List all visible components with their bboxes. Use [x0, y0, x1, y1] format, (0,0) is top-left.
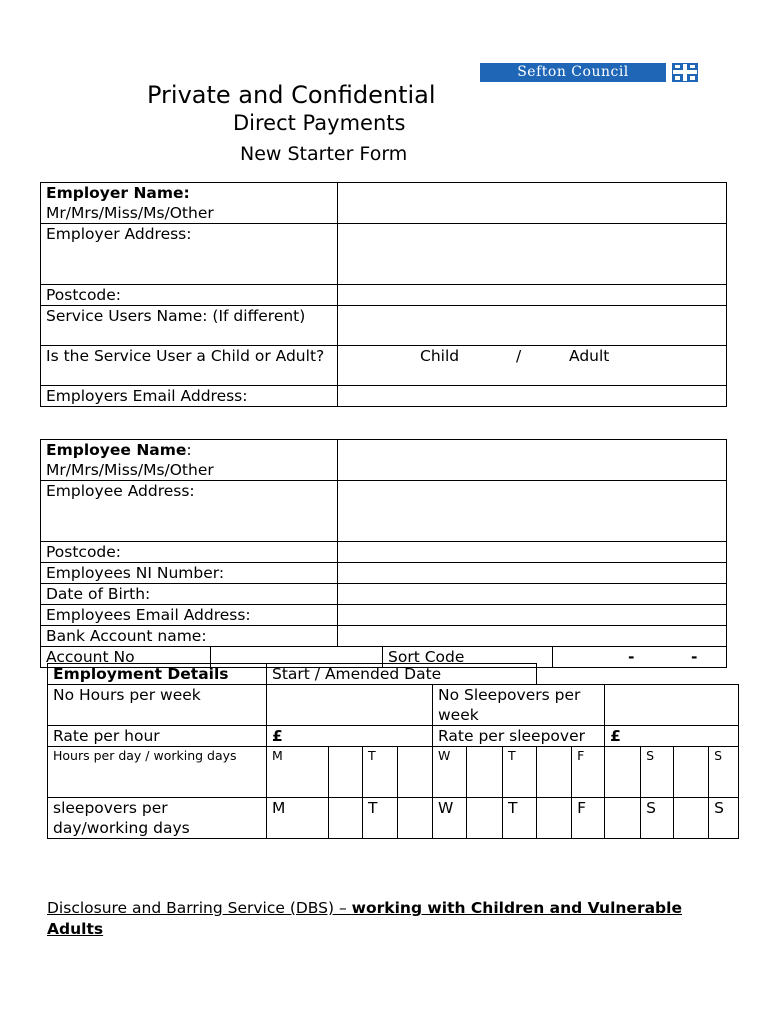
- dbs-heading: [47, 898, 707, 940]
- employee-postcode-field[interactable]: [338, 542, 727, 563]
- sleepovers-per-week-label: No Sleepovers per week: [433, 685, 605, 726]
- sleep-day-label-wednesday: W: [433, 798, 467, 839]
- blank-cell: [537, 664, 739, 685]
- employer-table: [40, 182, 727, 407]
- hours-day-label-thursday: T: [503, 747, 537, 798]
- employee-name-label-cell: [41, 440, 338, 481]
- table-row: [41, 306, 727, 346]
- employer-name-label-cell: [41, 183, 338, 224]
- dbs-heading-bold: working with Children and Vulnerable Adults: [47, 899, 682, 938]
- account-no-label: Account No: [41, 647, 211, 668]
- dbs-heading-text: Disclosure and Barring Service (DBS) –: [47, 899, 352, 917]
- hours-day-field-saturday[interactable]: [674, 747, 709, 798]
- adult-option[interactable]: Adult: [569, 347, 610, 365]
- service-users-name-label: Service Users Name: (If different): [41, 306, 338, 346]
- employee-ni-field[interactable]: [338, 563, 727, 584]
- logo-text: Sefton Council: [480, 63, 666, 82]
- employee-table: [40, 439, 727, 668]
- table-row: [41, 346, 727, 386]
- sleep-day-label-sunday: S: [709, 798, 739, 839]
- rate-per-sleepover-label: Rate per sleepover: [433, 726, 605, 747]
- hours-day-field-wednesday[interactable]: [467, 747, 503, 798]
- employee-dob-field[interactable]: [338, 584, 727, 605]
- table-row: [41, 563, 727, 584]
- employment-details-table: [47, 663, 739, 839]
- table-row: [48, 685, 739, 726]
- employee-email-field[interactable]: [338, 605, 727, 626]
- table-row: [48, 747, 739, 798]
- table-row: [41, 542, 727, 563]
- option-separator: /: [516, 347, 522, 365]
- employee-address-label: Employee Address:: [41, 481, 338, 542]
- employer-postcode-label: Postcode:: [41, 285, 338, 306]
- employer-postcode-field[interactable]: [338, 285, 727, 306]
- hours-day-label-tuesday: T: [363, 747, 398, 798]
- employer-address-field[interactable]: [338, 224, 727, 285]
- sort-code-dash-1: -: [628, 648, 635, 666]
- table-row: [41, 626, 727, 647]
- employer-name-titles: Mr/Mrs/Miss/Ms/Other: [46, 204, 214, 222]
- hours-day-field-friday[interactable]: [605, 747, 641, 798]
- page-title: Private and Confidential: [147, 81, 436, 109]
- bank-account-name-field[interactable]: [338, 626, 727, 647]
- employer-email-label: Employers Email Address:: [41, 386, 338, 407]
- employee-name-label: Employee Name: [46, 441, 187, 459]
- sefton-council-logo: [480, 63, 700, 82]
- hours-day-label-friday: F: [572, 747, 605, 798]
- sleep-day-label-thursday: T: [503, 798, 537, 839]
- employer-address-label: Employer Address:: [41, 224, 338, 285]
- service-users-name-field[interactable]: [338, 306, 727, 346]
- page-subtitle: Direct Payments: [233, 111, 406, 135]
- table-row: [41, 183, 727, 224]
- employee-dob-label: Date of Birth:: [41, 584, 338, 605]
- employee-address-field[interactable]: [338, 481, 727, 542]
- table-row: [48, 798, 739, 839]
- employee-email-label: Employees Email Address:: [41, 605, 338, 626]
- employer-name-field[interactable]: [338, 183, 727, 224]
- hours-day-label-saturday: S: [641, 747, 674, 798]
- employment-details-title: Employment Details: [48, 664, 267, 685]
- rate-per-sleepover-field[interactable]: £: [605, 726, 739, 747]
- hours-per-day-label: Hours per day / working days: [48, 747, 267, 798]
- hours-day-label-sunday: S: [709, 747, 739, 798]
- sort-code-dash-2: -: [691, 648, 698, 666]
- sleep-day-field-saturday[interactable]: [674, 798, 709, 839]
- table-row: [41, 584, 727, 605]
- sleep-day-field-friday[interactable]: [605, 798, 641, 839]
- sleep-day-label-tuesday: T: [363, 798, 398, 839]
- hours-day-field-thursday[interactable]: [537, 747, 572, 798]
- hours-day-label-monday: M: [267, 747, 329, 798]
- sleep-day-label-saturday: S: [641, 798, 674, 839]
- table-row: [48, 664, 739, 685]
- employee-ni-label: Employees NI Number:: [41, 563, 338, 584]
- table-row: [41, 440, 727, 481]
- employer-email-field[interactable]: [338, 386, 727, 407]
- hours-day-label-wednesday: W: [433, 747, 467, 798]
- hours-per-week-field[interactable]: [267, 685, 433, 726]
- table-row: [41, 386, 727, 407]
- sort-code-label: Sort Code: [383, 647, 553, 668]
- sleepovers-per-day-label: sleepovers per day/working days: [48, 798, 267, 839]
- child-or-adult-field[interactable]: [338, 346, 727, 386]
- sleep-day-field-monday[interactable]: [329, 798, 363, 839]
- hours-day-field-monday[interactable]: [329, 747, 363, 798]
- table-row: [41, 224, 727, 285]
- sleepovers-per-week-field[interactable]: [605, 685, 739, 726]
- form-name: New Starter Form: [240, 143, 408, 165]
- rate-per-hour-field[interactable]: £: [267, 726, 433, 747]
- child-or-adult-label: Is the Service User a Child or Adult?: [41, 346, 338, 386]
- sleep-day-field-thursday[interactable]: [537, 798, 572, 839]
- table-row: [41, 605, 727, 626]
- sleep-day-field-tuesday[interactable]: [398, 798, 433, 839]
- sleep-day-field-wednesday[interactable]: [467, 798, 503, 839]
- employee-postcode-label: Postcode:: [41, 542, 338, 563]
- sleep-day-label-friday: F: [572, 798, 605, 839]
- council-crest-icon: [672, 63, 698, 82]
- child-option[interactable]: Child: [420, 347, 460, 365]
- employee-name-titles: Mr/Mrs/Miss/Ms/Other: [46, 461, 214, 479]
- start-amended-date-label: Start / Amended Date: [267, 664, 537, 685]
- table-row: [41, 481, 727, 542]
- bank-account-name-label: Bank Account name:: [41, 626, 338, 647]
- table-row: [48, 726, 739, 747]
- employee-name-field[interactable]: [338, 440, 727, 481]
- sleep-day-label-monday: M: [267, 798, 329, 839]
- employer-name-label: Employer Name:: [46, 184, 190, 202]
- table-row: [41, 285, 727, 306]
- rate-per-hour-label: Rate per hour: [48, 726, 267, 747]
- hours-day-field-tuesday[interactable]: [398, 747, 433, 798]
- employee-name-colon: :: [186, 441, 192, 459]
- hours-per-week-label: No Hours per week: [48, 685, 267, 726]
